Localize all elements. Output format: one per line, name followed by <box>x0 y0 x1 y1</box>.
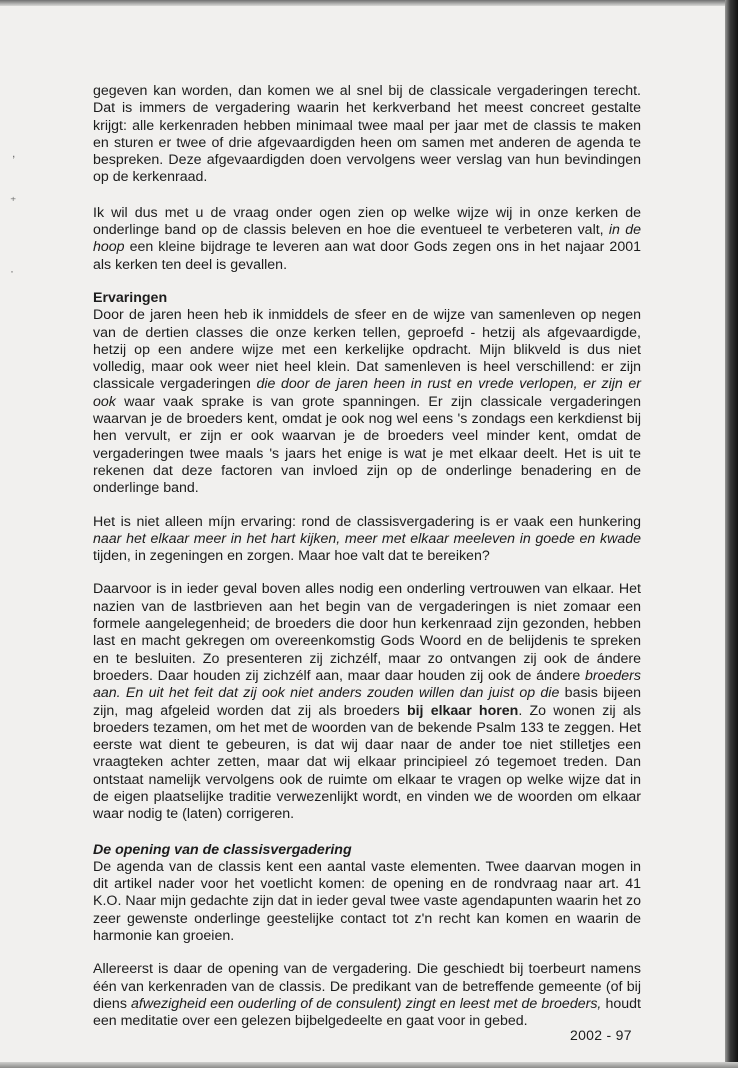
section-heading: Ervaringen <box>93 289 168 306</box>
paragraph: gegeven kan worden, dan komen we al snel bij de classicale vergaderingen terecht. Dat is immers de vergadering waarin het kerkverband het meest concreet gestalte krijgt: alle kerkenraden hebben minimaal twee maal per jaar met de classis te maken en sturen er twee of drie afgevaardigden heen om samen met anderen de agenda te bespreken. Deze afgevaardigden doen vervolgens weer verslag van hun bevindingen op de kerkenraad. <box>93 83 641 186</box>
paragraph: Ik wil dus met u de vraag onder ogen zien op welke wijze wij in onze kerken de onderlinge band op de classis beleven en hoe die eventueel te verbeteren valt, in de hoop een kleine bijdrage te leveren aan wat door Gods zegen ons in het najaar 2001 als kerken ten deel is gevallen. <box>93 204 641 273</box>
paragraph: Het is niet alleen míjn ervaring: rond de classisvergadering is er vaak een hunkering naar het elkaar meer in het hart kijken, meer met elkaar meeleven in goede en kwade tijden, in zegeningen en zorgen. Maar hoe valt dat te bereiken? <box>93 513 641 565</box>
scan-right-edge <box>725 0 738 1068</box>
margin-tick: , <box>12 146 16 160</box>
paragraph: Door de jaren heen heb ik inmiddels de sfeer en de wijze van samenleven op negen van de dertien classes die onze kerken tellen, geproefd - hetzij als afgevaardigde, hetzij op een andere wijze met een kerkelijke opdracht. Mijn blikveld is dus niet volledig, maar ook weer niet heel klein. Dat samenleven is heel verschillend: er zijn classicale vergaderingen die door de jaren heen in rust en vrede verlopen, er zijn er ook waar vaak sprake is van grote spanningen. Er zijn classicale vergaderingen waarvan je de broeders kent, omdat je ook nog wel eens 's zondags een kerkdienst bij hen vervult, er zijn er ook waarvan je de broeders veel minder kent, omdat de vergaderingen twee maals 's jaars het enige is wat je met elkaar deelt. Het is uit te rekenen dat deze factoren van invloed zijn op de onderlinge benadering en de onderlinge band. <box>93 307 642 497</box>
scan-top-edge <box>0 0 738 6</box>
scan-bottom-edge <box>0 1062 738 1068</box>
paragraph: Allereerst is daar de opening van de vergadering. Die geschiedt bij toerbeurt namens één van kerkenraden van de classis. De predikant van de betreffende gemeente (of bij diens afwezigheid een ouderling of de consulent) zingt en leest met de broeders, houdt een meditatie over een gelezen bijbelgedeelte en gaat voor in gebed. <box>93 961 641 1030</box>
page-number: 2002 - 97 <box>570 1027 632 1043</box>
margin-tick: ⁺ <box>10 194 17 208</box>
section-heading: De opening van de classisvergadering <box>93 841 352 858</box>
body-text <box>93 83 641 1047</box>
margin-tick: · <box>10 264 14 278</box>
paragraph: De agenda van de classis kent een aantal vaste elementen. Twee daarvan mogen in dit artikel nader voor het voetlicht komen: de opening en de rondvraag naar art. 41 K.O. Naar mijn gedachte zijn dat in ieder geval twee vaste agendapunten waarin het zo zeer gewenste onderlinge geestelijke contact tot z'n recht kan komen en waarin de harmonie kan groeien. <box>93 858 641 945</box>
paragraph: Daarvoor is in ieder geval boven alles nodig een onderling vertrouwen van elkaar. Het nazien van de lastbrieven aan het begin van de vergaderingen is niet zomaar een formele aangelegenheid; de broeders die door hun kerkenraad zijn gezonden, hebben last en macht gekregen om overeenkomstig Gods Woord en de belijdenis te spreken en te besluiten. Zo presenteren zij zichzélf, maar zo ontvangen zij ook de ándere broeders. Daar houden zij zichzélf aan, maar daar houden zij ook de ándere broeders aan. En uit het feit dat zij ook niet anders zouden willen dan juist op die basis bijeen zijn, mag afgeleid worden dat zij als broeders bij elkaar horen. Zo wonen zij als broeders tezamen, om het met de woorden van de bekende Psalm 133 te zeggen. Het eerste wat dient te gebeuren, is dat wij daar naar de ander toe niet stilletjes een vraagteken achter zetten, maar dat wij elkaar principieel zó tegemoet treden. Dan ontstaat namelijk vervolgens ook de ruimte om elkaar te vragen op welke wijze dat in de eigen plaatselijke traditie verwezenlijkt wordt, en vinden we de woorden om elkaar waar nodig te (laten) corrigeren. <box>93 581 641 823</box>
